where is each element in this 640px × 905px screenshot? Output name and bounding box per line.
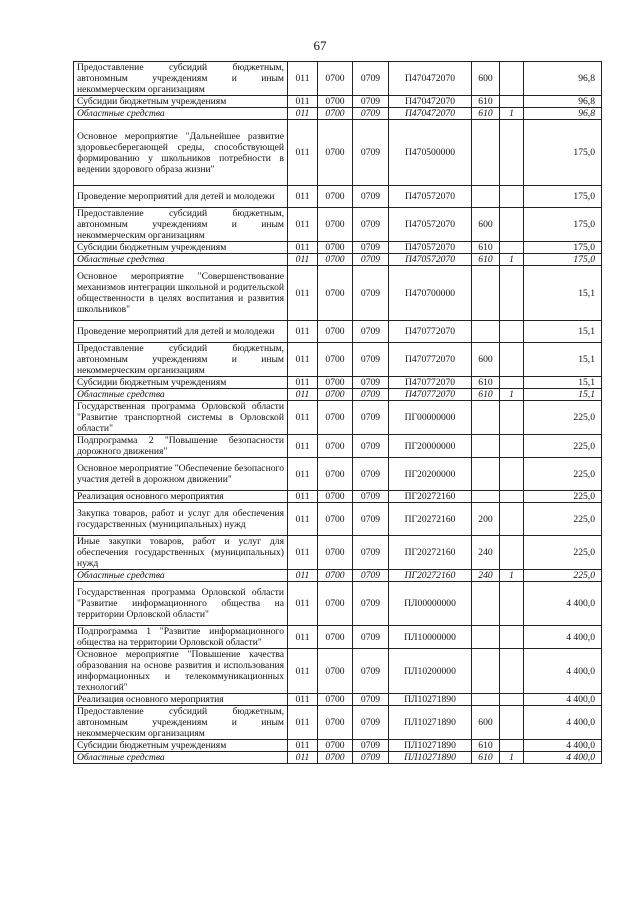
row-name: Предоставление субсидий бюджетным, автономным учреждениям и иным некоммерческим организациям	[74, 208, 288, 242]
row-section: 0700	[318, 570, 353, 582]
row-subsection: 0709	[353, 96, 389, 108]
row-name: Подпрограмма 2 "Повышение безопасности дорожного движения"	[74, 435, 288, 458]
table-row	[74, 108, 602, 120]
row-name: Государственная программа Орловской области "Развитие информационного общества на территории Орловской области"	[74, 582, 288, 626]
row-amount: 225,0	[524, 401, 602, 435]
row-grbs: 011	[288, 706, 318, 740]
row-subsection: 0709	[353, 343, 389, 377]
row-source: 1	[500, 389, 524, 401]
row-expense-type	[472, 694, 500, 706]
row-expense-type	[472, 435, 500, 458]
row-subsection: 0709	[353, 706, 389, 740]
row-target-item: П470500000	[389, 120, 472, 186]
row-amount: 96,8	[524, 62, 602, 96]
table-row	[74, 570, 602, 582]
row-name: Областные средства	[74, 108, 288, 120]
row-section: 0700	[318, 706, 353, 740]
row-target-item: П470572070	[389, 254, 472, 266]
row-amount: 4 400,0	[524, 740, 602, 752]
row-subsection: 0709	[353, 752, 389, 764]
row-amount: 15,1	[524, 343, 602, 377]
row-amount: 4 400,0	[524, 582, 602, 626]
row-amount: 175,0	[524, 208, 602, 242]
row-subsection: 0709	[353, 435, 389, 458]
row-section: 0700	[318, 62, 353, 96]
table-row	[74, 343, 602, 377]
row-section: 0700	[318, 435, 353, 458]
row-grbs: 011	[288, 458, 318, 491]
row-grbs: 011	[288, 242, 318, 254]
row-section: 0700	[318, 401, 353, 435]
row-expense-type: 610	[472, 108, 500, 120]
row-expense-type: 200	[472, 503, 500, 536]
table-row	[74, 740, 602, 752]
row-expense-type	[472, 401, 500, 435]
row-section: 0700	[318, 242, 353, 254]
row-subsection: 0709	[353, 254, 389, 266]
row-section: 0700	[318, 389, 353, 401]
row-name: Основное мероприятие "Дальнейшее развитие здоровьесберегающей среды, способствующей формированию у школьников потребности в ведении здорового образа жизни"	[74, 120, 288, 186]
row-subsection: 0709	[353, 389, 389, 401]
row-name: Государственная программа Орловской области "Развитие транспортной системы в Орловской области"	[74, 401, 288, 435]
table-row	[74, 120, 602, 186]
row-section: 0700	[318, 120, 353, 186]
row-name: Основное мероприятие "Совершенствование механизмов интеграции школьной и родительской общественности в целях воспитания и развития школьников"	[74, 266, 288, 321]
row-source: 1	[500, 752, 524, 764]
row-section: 0700	[318, 582, 353, 626]
row-target-item: П470472070	[389, 96, 472, 108]
row-grbs: 011	[288, 491, 318, 503]
row-grbs: 011	[288, 740, 318, 752]
row-amount: 225,0	[524, 491, 602, 503]
row-name: Субсидии бюджетным учреждениям	[74, 740, 288, 752]
row-name: Подпрограмма 1 "Развитие информационного общества на территории Орловской области"	[74, 626, 288, 649]
row-section: 0700	[318, 321, 353, 343]
row-grbs: 011	[288, 752, 318, 764]
row-source	[500, 266, 524, 321]
row-section: 0700	[318, 266, 353, 321]
row-target-item: ПЛ10000000	[389, 626, 472, 649]
row-subsection: 0709	[353, 694, 389, 706]
row-subsection: 0709	[353, 536, 389, 570]
row-source	[500, 401, 524, 435]
row-expense-type	[472, 266, 500, 321]
row-expense-type	[472, 186, 500, 208]
row-target-item: ПГ20272160	[389, 491, 472, 503]
row-amount: 225,0	[524, 435, 602, 458]
row-amount: 175,0	[524, 254, 602, 266]
row-name: Областные средства	[74, 570, 288, 582]
row-grbs: 011	[288, 435, 318, 458]
row-subsection: 0709	[353, 401, 389, 435]
row-target-item: ПГ20200000	[389, 458, 472, 491]
row-grbs: 011	[288, 254, 318, 266]
row-target-item: ПГ20272160	[389, 570, 472, 582]
row-section: 0700	[318, 503, 353, 536]
table-row	[74, 389, 602, 401]
row-expense-type: 600	[472, 208, 500, 242]
row-target-item: ПГ20000000	[389, 435, 472, 458]
table-row	[74, 694, 602, 706]
row-grbs: 011	[288, 626, 318, 649]
row-expense-type: 610	[472, 254, 500, 266]
row-name: Проведение мероприятий для детей и молодежи	[74, 186, 288, 208]
row-target-item: ПЛ10271890	[389, 706, 472, 740]
row-grbs: 011	[288, 321, 318, 343]
row-subsection: 0709	[353, 570, 389, 582]
row-subsection: 0709	[353, 120, 389, 186]
row-expense-type	[472, 649, 500, 694]
row-expense-type	[472, 626, 500, 649]
row-source	[500, 62, 524, 96]
row-subsection: 0709	[353, 321, 389, 343]
row-subsection: 0709	[353, 186, 389, 208]
table-row	[74, 96, 602, 108]
row-amount: 15,1	[524, 377, 602, 389]
row-subsection: 0709	[353, 62, 389, 96]
row-target-item: П470572070	[389, 242, 472, 254]
row-name: Основное мероприятие "Повышение качества образования на основе развития и использования информационных и телекоммуникационных технологий"	[74, 649, 288, 694]
row-target-item: ПЛ10271890	[389, 694, 472, 706]
row-section: 0700	[318, 694, 353, 706]
table-row	[74, 62, 602, 96]
row-grbs: 011	[288, 186, 318, 208]
row-section: 0700	[318, 491, 353, 503]
row-section: 0700	[318, 740, 353, 752]
row-source	[500, 740, 524, 752]
row-section: 0700	[318, 208, 353, 242]
row-name: Предоставление субсидий бюджетным, автономным учреждениям и иным некоммерческим организациям	[74, 343, 288, 377]
table-row	[74, 536, 602, 570]
row-subsection: 0709	[353, 377, 389, 389]
row-name: Реализация основного мероприятия	[74, 491, 288, 503]
row-section: 0700	[318, 536, 353, 570]
table-row	[74, 266, 602, 321]
row-source: 1	[500, 570, 524, 582]
row-grbs: 011	[288, 649, 318, 694]
row-source	[500, 458, 524, 491]
row-amount: 175,0	[524, 186, 602, 208]
row-target-item: ПЛ10200000	[389, 649, 472, 694]
row-subsection: 0709	[353, 458, 389, 491]
row-amount: 225,0	[524, 536, 602, 570]
row-target-item: П470472070	[389, 62, 472, 96]
row-source	[500, 626, 524, 649]
row-target-item: ПЛ10271890	[389, 740, 472, 752]
row-amount: 15,1	[524, 266, 602, 321]
row-grbs: 011	[288, 62, 318, 96]
row-expense-type: 610	[472, 740, 500, 752]
row-subsection: 0709	[353, 242, 389, 254]
table-row	[74, 582, 602, 626]
row-source: 1	[500, 254, 524, 266]
row-expense-type	[472, 582, 500, 626]
table-row	[74, 435, 602, 458]
row-target-item: П470572070	[389, 186, 472, 208]
table-row	[74, 401, 602, 435]
row-amount: 4 400,0	[524, 626, 602, 649]
row-name: Иные закупки товаров, работ и услуг для обеспечения государственных (муниципальных) нужд	[74, 536, 288, 570]
row-section: 0700	[318, 254, 353, 266]
row-grbs: 011	[288, 694, 318, 706]
row-target-item: ПГ20272160	[389, 503, 472, 536]
row-name: Субсидии бюджетным учреждениям	[74, 242, 288, 254]
row-subsection: 0709	[353, 649, 389, 694]
row-name: Субсидии бюджетным учреждениям	[74, 96, 288, 108]
row-section: 0700	[318, 752, 353, 764]
row-target-item: ПГ00000000	[389, 401, 472, 435]
row-expense-type	[472, 458, 500, 491]
table-row	[74, 752, 602, 764]
row-section: 0700	[318, 96, 353, 108]
row-target-item: П470772070	[389, 343, 472, 377]
row-amount: 175,0	[524, 120, 602, 186]
table-row	[74, 491, 602, 503]
table-row	[74, 321, 602, 343]
table-row	[74, 649, 602, 694]
row-section: 0700	[318, 108, 353, 120]
row-target-item: П470772070	[389, 377, 472, 389]
row-section: 0700	[318, 458, 353, 491]
row-subsection: 0709	[353, 503, 389, 536]
row-target-item: П470572070	[389, 208, 472, 242]
row-section: 0700	[318, 377, 353, 389]
budget-table	[73, 61, 602, 764]
row-expense-type: 600	[472, 62, 500, 96]
row-expense-type	[472, 120, 500, 186]
row-amount: 225,0	[524, 458, 602, 491]
row-grbs: 011	[288, 120, 318, 186]
row-amount: 15,1	[524, 389, 602, 401]
row-source	[500, 694, 524, 706]
row-subsection: 0709	[353, 626, 389, 649]
table-row	[74, 186, 602, 208]
row-subsection: 0709	[353, 108, 389, 120]
row-amount: 15,1	[524, 321, 602, 343]
row-source	[500, 582, 524, 626]
row-target-item: ПГ20272160	[389, 536, 472, 570]
row-source	[500, 96, 524, 108]
row-name: Предоставление субсидий бюджетным, автономным учреждениям и иным некоммерческим организациям	[74, 706, 288, 740]
row-expense-type	[472, 491, 500, 503]
table-row	[74, 254, 602, 266]
row-expense-type: 600	[472, 706, 500, 740]
row-source	[500, 343, 524, 377]
row-target-item: П470700000	[389, 266, 472, 321]
row-target-item: ПЛ00000000	[389, 582, 472, 626]
row-target-item: П470472070	[389, 108, 472, 120]
row-grbs: 011	[288, 108, 318, 120]
row-name: Основное мероприятие "Обеспечение безопасного участия детей в дорожном движении"	[74, 458, 288, 491]
row-grbs: 011	[288, 570, 318, 582]
row-expense-type: 610	[472, 377, 500, 389]
row-section: 0700	[318, 649, 353, 694]
row-amount: 4 400,0	[524, 752, 602, 764]
row-amount: 96,8	[524, 108, 602, 120]
row-grbs: 011	[288, 401, 318, 435]
row-source	[500, 706, 524, 740]
row-source	[500, 377, 524, 389]
row-section: 0700	[318, 186, 353, 208]
row-subsection: 0709	[353, 266, 389, 321]
row-source	[500, 208, 524, 242]
row-expense-type: 240	[472, 570, 500, 582]
row-target-item: П470772070	[389, 389, 472, 401]
row-expense-type: 240	[472, 536, 500, 570]
row-name: Областные средства	[74, 254, 288, 266]
table-row	[74, 503, 602, 536]
row-source	[500, 491, 524, 503]
row-expense-type: 610	[472, 242, 500, 254]
row-grbs: 011	[288, 536, 318, 570]
row-grbs: 011	[288, 582, 318, 626]
row-source	[500, 321, 524, 343]
row-amount: 225,0	[524, 503, 602, 536]
row-subsection: 0709	[353, 208, 389, 242]
table-row	[74, 626, 602, 649]
table-row	[74, 377, 602, 389]
row-section: 0700	[318, 626, 353, 649]
row-source	[500, 503, 524, 536]
row-grbs: 011	[288, 266, 318, 321]
row-subsection: 0709	[353, 582, 389, 626]
row-grbs: 011	[288, 389, 318, 401]
budget-table-body	[74, 62, 602, 764]
table-row	[74, 208, 602, 242]
row-name: Реализация основного мероприятия	[74, 694, 288, 706]
row-source	[500, 435, 524, 458]
row-amount: 4 400,0	[524, 694, 602, 706]
row-name: Областные средства	[74, 389, 288, 401]
row-grbs: 011	[288, 343, 318, 377]
row-name: Проведение мероприятий для детей и молодежи	[74, 321, 288, 343]
row-expense-type	[472, 321, 500, 343]
row-source: 1	[500, 108, 524, 120]
row-grbs: 011	[288, 377, 318, 389]
row-source	[500, 536, 524, 570]
table-row	[74, 242, 602, 254]
page-number: 67	[313, 38, 327, 53]
row-subsection: 0709	[353, 740, 389, 752]
row-target-item: ПЛ10271890	[389, 752, 472, 764]
row-target-item: П470772070	[389, 321, 472, 343]
row-amount: 175,0	[524, 242, 602, 254]
row-name: Предоставление субсидий бюджетным, автономным учреждениям и иным некоммерческим организациям	[74, 62, 288, 96]
table-row	[74, 706, 602, 740]
row-source	[500, 242, 524, 254]
row-amount: 96,8	[524, 96, 602, 108]
row-source	[500, 120, 524, 186]
row-source	[500, 649, 524, 694]
row-name: Закупка товаров, работ и услуг для обеспечения государственных (муниципальных) нужд	[74, 503, 288, 536]
table-row	[74, 458, 602, 491]
row-subsection: 0709	[353, 491, 389, 503]
row-amount: 225,0	[524, 570, 602, 582]
row-expense-type: 610	[472, 752, 500, 764]
row-expense-type: 600	[472, 343, 500, 377]
row-name: Областные средства	[74, 752, 288, 764]
row-grbs: 011	[288, 208, 318, 242]
row-expense-type: 610	[472, 96, 500, 108]
row-source	[500, 186, 524, 208]
row-section: 0700	[318, 343, 353, 377]
row-amount: 4 400,0	[524, 706, 602, 740]
row-grbs: 011	[288, 503, 318, 536]
row-expense-type: 610	[472, 389, 500, 401]
row-grbs: 011	[288, 96, 318, 108]
row-name: Субсидии бюджетным учреждениям	[74, 377, 288, 389]
row-amount: 4 400,0	[524, 649, 602, 694]
